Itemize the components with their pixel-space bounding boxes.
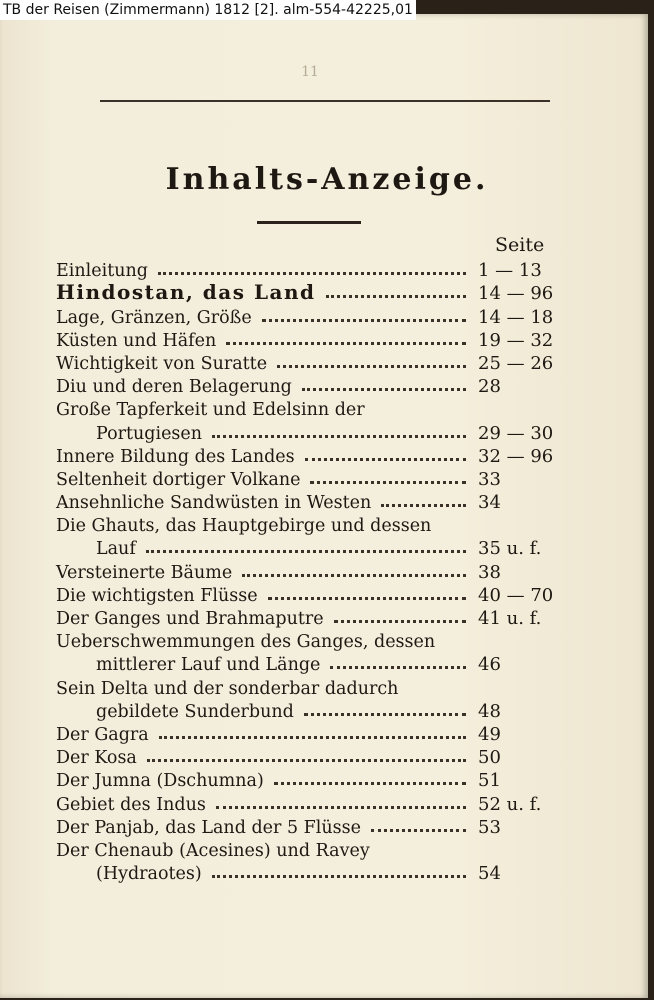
page-title: Inhalts-Anzeige. <box>165 162 489 197</box>
toc-entry-label: Lauf <box>96 539 136 560</box>
toc-entry <box>56 467 566 490</box>
toc-entry <box>56 745 566 768</box>
toc-entry-label: gebildete Sunderbund <box>96 701 294 722</box>
toc-entry-label: Der Panjab, das Land der 5 Flüsse <box>56 817 361 838</box>
toc-entry-pages: 19 — 32 <box>478 329 554 351</box>
toc-entry <box>56 838 566 861</box>
toc-entry-pages: 53 <box>478 816 501 838</box>
leader-dots <box>304 713 466 716</box>
toc-entry-label: Der Ganges und Brahmaputre <box>56 609 324 629</box>
page-number: 11 <box>301 64 319 80</box>
toc-entry-label: Die wichtigsten Flüsse <box>56 585 258 606</box>
toc-entry-pages: 48 <box>478 700 501 722</box>
toc-entry-pages: 1 — 13 <box>478 260 542 282</box>
toc-entry-pages: 46 <box>478 654 501 676</box>
toc-entry-label: mittlerer Lauf und Länge <box>96 655 321 676</box>
leader-dots <box>371 829 466 832</box>
toc-entry-label: (Hydraotes) <box>96 864 202 885</box>
toc-entry <box>56 281 566 304</box>
toc-entry <box>56 675 566 698</box>
toc-entry <box>56 606 566 629</box>
toc-entry-label: Der Jumna (Dschumna) <box>56 771 264 792</box>
toc-entry <box>56 861 566 884</box>
table-of-contents <box>56 258 566 884</box>
toc-entry-label: Ansehnliche Sandwüsten in Westen <box>56 493 372 514</box>
toc-entry-label: Die Ghauts, das Hauptgebirge und dessen <box>56 516 432 537</box>
toc-entry-label: Der Chenaub (Acesines) und Ravey <box>56 840 370 861</box>
toc-entry <box>56 559 566 582</box>
leader-dots <box>242 574 466 577</box>
leader-dots <box>305 458 466 461</box>
toc-entry-pages: 51 <box>478 770 501 792</box>
toc-entry <box>56 722 566 745</box>
leader-dots <box>302 388 466 391</box>
toc-entry <box>56 513 566 536</box>
column-header: Seite <box>495 234 545 256</box>
toc-entry-pages: 29 — 30 <box>478 422 554 444</box>
leader-dots <box>274 782 466 785</box>
toc-entry <box>56 328 566 351</box>
leader-dots <box>146 550 466 553</box>
toc-entry-label: Sein Delta und der sonderbar dadurch <box>56 678 399 699</box>
toc-entry-pages: 52 u. f. <box>478 793 542 815</box>
leader-dots <box>212 435 466 438</box>
toc-entry-pages: 50 <box>478 747 501 769</box>
toc-entry <box>56 629 566 652</box>
leader-dots <box>277 365 466 368</box>
leader-dots <box>268 597 466 600</box>
toc-entry-label: Versteinerte Bäume <box>56 562 233 583</box>
leader-dots <box>326 295 467 298</box>
toc-entry-pages: 25 — 26 <box>478 352 554 374</box>
toc-entry-label: Küsten und Häfen <box>56 330 217 351</box>
toc-entry <box>56 258 566 281</box>
title-rule <box>257 221 361 224</box>
toc-entry <box>56 768 566 791</box>
toc-entry-pages: 54 <box>478 863 501 885</box>
toc-entry-label: Wichtigkeit von Suratte <box>56 353 268 374</box>
header-rule <box>100 100 550 102</box>
leader-dots <box>216 806 466 809</box>
toc-entry-label: Große Tapferkeit und Edelsinn der <box>56 400 365 421</box>
leader-dots <box>262 319 466 322</box>
toc-entry <box>56 490 566 513</box>
toc-entry-label: Seltenheit dortiger Volkane <box>56 469 301 490</box>
leader-dots <box>310 481 466 484</box>
toc-entry <box>56 536 566 559</box>
toc-entry-pages: 49 <box>478 723 501 745</box>
source-label: TB der Reisen (Zimmermann) 1812 [2]. alm-554-42225,01 <box>0 0 416 20</box>
toc-entry-label: Gebiet des Indus <box>56 794 206 815</box>
toc-entry-label: Hindostan, das Land <box>56 280 316 305</box>
leader-dots <box>159 736 466 739</box>
leader-dots <box>381 504 466 507</box>
toc-entry-label: Innere Bildung des Landes <box>56 446 295 467</box>
toc-entry-label: Ueberschwemmungen des Ganges, dessen <box>56 632 436 653</box>
toc-entry <box>56 420 566 443</box>
toc-entry <box>56 699 566 722</box>
toc-entry <box>56 304 566 327</box>
leader-dots <box>330 666 466 669</box>
toc-entry-label: Der Kosa <box>56 748 137 769</box>
toc-entry <box>56 374 566 397</box>
toc-entry <box>56 351 566 374</box>
leader-dots <box>334 620 466 623</box>
toc-entry-pages: 28 <box>478 376 501 398</box>
toc-entry-pages: 32 — 96 <box>478 445 554 467</box>
toc-entry-label: Der Gagra <box>56 724 149 745</box>
toc-entry-pages: 38 <box>478 561 501 583</box>
toc-entry-pages: 34 <box>478 492 501 514</box>
leader-dots <box>158 272 466 275</box>
toc-entry-pages: 14 — 18 <box>478 306 554 328</box>
toc-entry <box>56 791 566 814</box>
toc-entry-pages: 41 u. f. <box>478 608 542 629</box>
toc-entry-label: Lage, Gränzen, Größe <box>56 307 252 328</box>
leader-dots <box>226 342 466 345</box>
toc-entry-pages: 35 u. f. <box>478 538 542 560</box>
toc-entry <box>56 397 566 420</box>
toc-entry <box>56 444 566 467</box>
leader-dots <box>212 875 466 878</box>
toc-entry-label: Diu und deren Belagerung <box>56 377 292 398</box>
leader-dots <box>147 759 466 762</box>
toc-entry-pages: 14 — 96 <box>478 283 554 305</box>
toc-entry-label: Portugiesen <box>96 423 203 444</box>
toc-entry-label: Einleitung <box>56 261 148 282</box>
toc-entry <box>56 815 566 838</box>
toc-entry <box>56 652 566 675</box>
toc-entry-pages: 33 <box>478 468 501 490</box>
toc-entry <box>56 583 566 606</box>
toc-entry-pages: 40 — 70 <box>478 584 554 606</box>
